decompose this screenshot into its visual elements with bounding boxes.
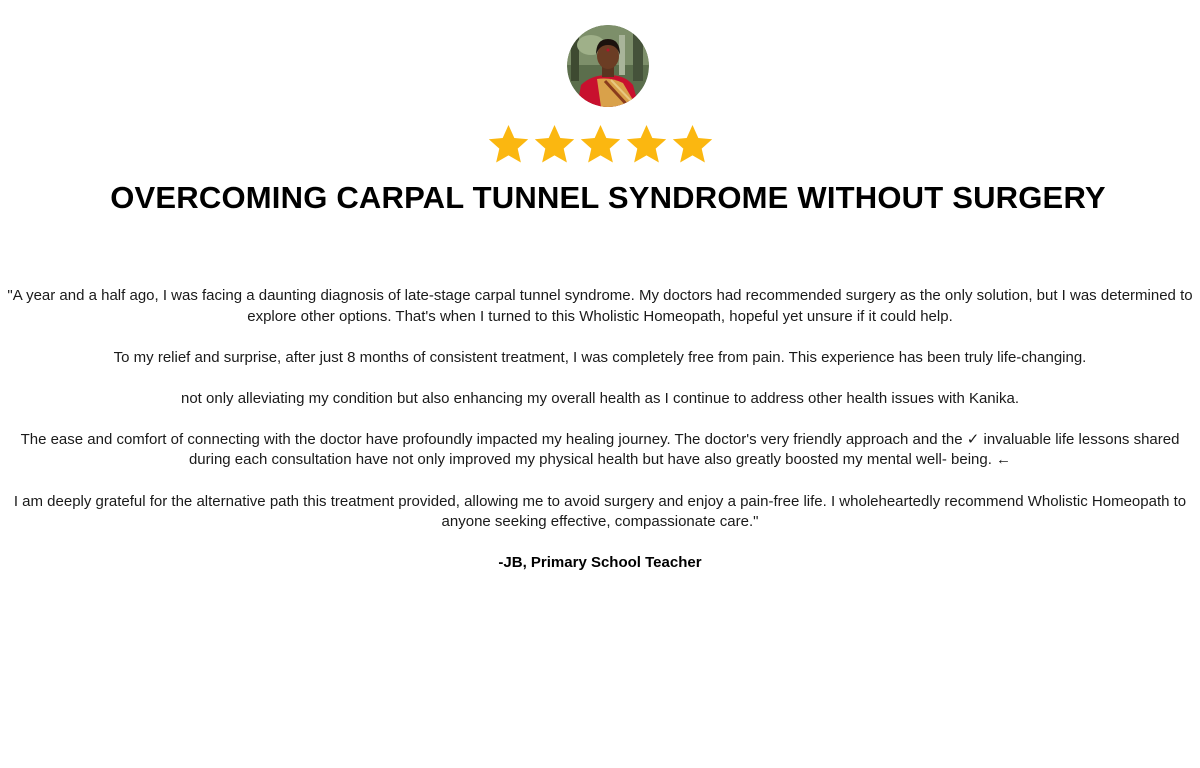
testimonial-paragraph: The ease and comfort of connecting with the doctor have profoundly impacted my healing journey. The doctor's very friendly approach and the ✓ invaluable life lessons shared during each consultation have not only improved my physical health but have also greatly boosted my mental well- being. ←: [20, 430, 1180, 469]
star-icon: [624, 122, 669, 167]
star-icon: [486, 122, 531, 167]
testimonial-paragraph: To my relief and surprise, after just 8 months of consistent treatment, I was completely free from pain. This experience has been truly life-changing.: [113, 348, 1087, 366]
testimonial-paragraph: I am deeply grateful for the alternative path this treatment provided, allowing me to avoid surgery and enjoy a pain-free life. I wholeheartedly recommend Wholistic Homeopath to anyone seeking effective, compassionate care.": [13, 492, 1187, 531]
testimonial-attribution: -JB, Primary School Teacher: [498, 554, 702, 572]
avatar-photo: [567, 25, 649, 107]
star-icon: [532, 122, 577, 167]
star-icon: [578, 122, 623, 167]
testimonial-body: [0, 286, 1200, 594]
testimonial-paragraph: not only alleviating my condition but also enhancing my overall health as I continue to address other health issues with Kanika.: [181, 389, 1019, 407]
star-icon: [670, 122, 715, 167]
star-rating: [0, 122, 1200, 168]
page-title: OVERCOMING CARPAL TUNNEL SYNDROME WITHOUT SURGERY: [110, 180, 1106, 215]
avatar: [567, 25, 649, 107]
testimonial-paragraph: "A year and a half ago, I was facing a daunting diagnosis of late-stage carpal tunnel syndrome. My doctors had recommended surgery as the only solution, but I was determined to explore other options. That's when I turned to this Wholistic Homeopath, hopeful yet unsure if it could help.: [7, 287, 1193, 325]
